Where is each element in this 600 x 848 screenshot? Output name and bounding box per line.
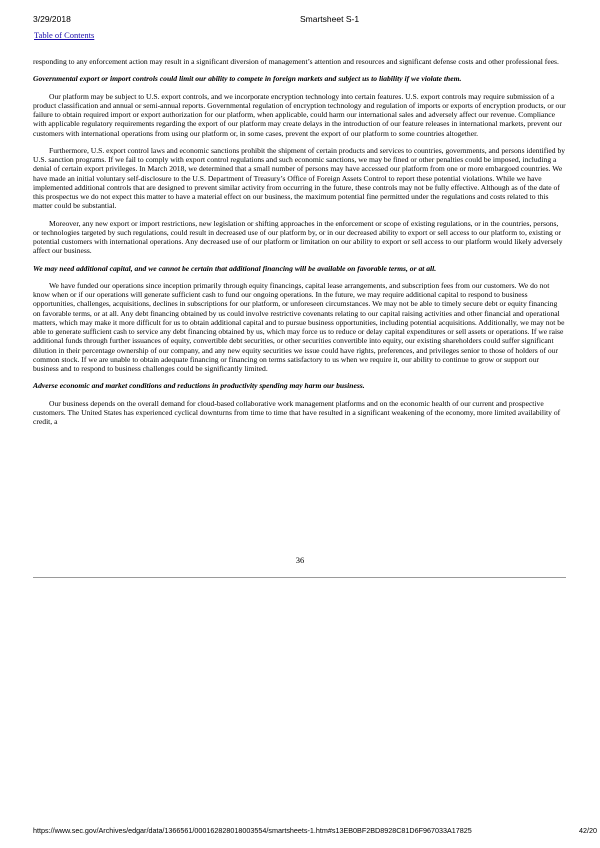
paragraph: Our platform may be subject to U.S. export controls, and we incorporate encryption technology into certain features. U.S. export controls may require submission of a product classification and annual or semi-annual reports. Governmental regulation of encryption technology and regulation of imports or exports of encryption products, or our failure to obtain required import or export authorization for our platform, when applicable, could harm our international sales and adversely affect our revenue. Compliance with applicable regulatory requirements regarding the export of our platform may create delays in the introduction of our feature releases in international markets, prevent our customers with international operations from using our platform or, in some cases, prevent the export of our platform to some countries altogether. (33, 91, 566, 138)
print-date: 3/29/2018 (33, 14, 71, 24)
document-body (33, 57, 566, 434)
page-divider (33, 577, 566, 578)
paragraph: Furthermore, U.S. export control laws and economic sanctions prohibit the shipment of certain products and services to countries, governments, and persons identified by U.S. sanction programs. If we fail to comply with export control regulations and such economic sanctions, we may be fined or other penalties could be imposed, including a denial of certain export privileges. In March 2018, we determined that a small number of persons may have accessed our platform from one or more embargoed countries. We have made an initial voluntary self-disclosure to the U.S. Department of Treasury’s Office of Foreign Assets Control to report these potential violations. While we have implemented additional controls that are designed to prevent similar activity from occurring in the future, these controls may not be fully effective. Although as of the date of this prospectus we do not expect this matter to have a material effect on our business, the maximum potential fine permitted under the regulations and costs related to this matter could be substantial. (33, 145, 566, 211)
table-of-contents-link[interactable]: Table of Contents (34, 30, 95, 40)
section-heading: Adverse economic and market conditions and reductions in productivity spending may harm our business. (33, 381, 365, 391)
paragraph: Our business depends on the overall demand for cloud-based collaborative work management platforms and on the economic health of our current and prospective customers. The United States has experienced cyclical downturns from time to time that have resulted in a significant weakening of the economy, more limited availability of credit, a (33, 398, 561, 426)
section-heading: We may need additional capital, and we cannot be certain that additional financing will be available on favorable terms, or at all. (33, 263, 437, 273)
document-title: Smartsheet S-1 (300, 14, 360, 24)
section-heading: Governmental export or import controls could limit our ability to compete in foreign markets and subject us to liability if we violate them. (33, 74, 462, 84)
paragraph: We have funded our operations since inception primarily through equity financings, capital lease arrangements, and subscription fees from our customers. We do not know when or if our operations will generate sufficient cash to fund our ongoing operations. In the future, we may require additional capital to respond to business opportunities, challenges, acquisitions, declines in subscriptions for our platform, or unforeseen circumstances. We may not be able to timely secure debt or equity financing on favorable terms, or at all. Any debt financing obtained by us could involve restrictive covenants relating to our capital raising activities and other financial and operational matters, which may make it more difficult for us to obtain additional capital and to pursue business opportunities, including potential acquisitions. Additionally, we may not be able to generate sufficient cash to service any debt financing obtained by us, which may force us to reduce or delay capital expenditures or sell assets or operations. If we raise additional funds through further issuances of equity, convertible debt securities, or other securities convertible into equity, our existing shareholders could suffer significant dilution in their percentage ownership of our company, and any new equity securities we issue could have rights, preferences, and privileges senior to those of holders of our common stock. If we are unable to obtain adequate financing or financing on terms satisfactory to us when we require it, our ability to continue to grow or support our business and to respond to business challenges could be significantly limited. (33, 280, 565, 373)
paragraph: Moreover, any new export or import restrictions, new legislation or shifting approaches in the enforcement or scope of existing regulations, or in the countries, persons, or technologies targeted by such regulations, could result in decreased use of our platform by, or in our decreased ability to export or sell access to our platform to, existing or potential customers with international operations. Any decreased use of our platform or limitation on our ability to export or sell access to our platform would likely adversely affect our business. (33, 218, 563, 256)
footer-page-count: 42/20 (579, 826, 597, 835)
footer-url: https://www.sec.gov/Archives/edgar/data/1366561/000162828018003554/smartsheets-1.htm#s13EB0BF2BD8928C81D6F967033A17825 (33, 826, 472, 835)
page-number: 36 (295, 555, 305, 565)
paragraph: responding to any enforcement action may result in a significant diversion of management’s attention and resources and significant defense costs and other professional fees. (33, 57, 559, 66)
